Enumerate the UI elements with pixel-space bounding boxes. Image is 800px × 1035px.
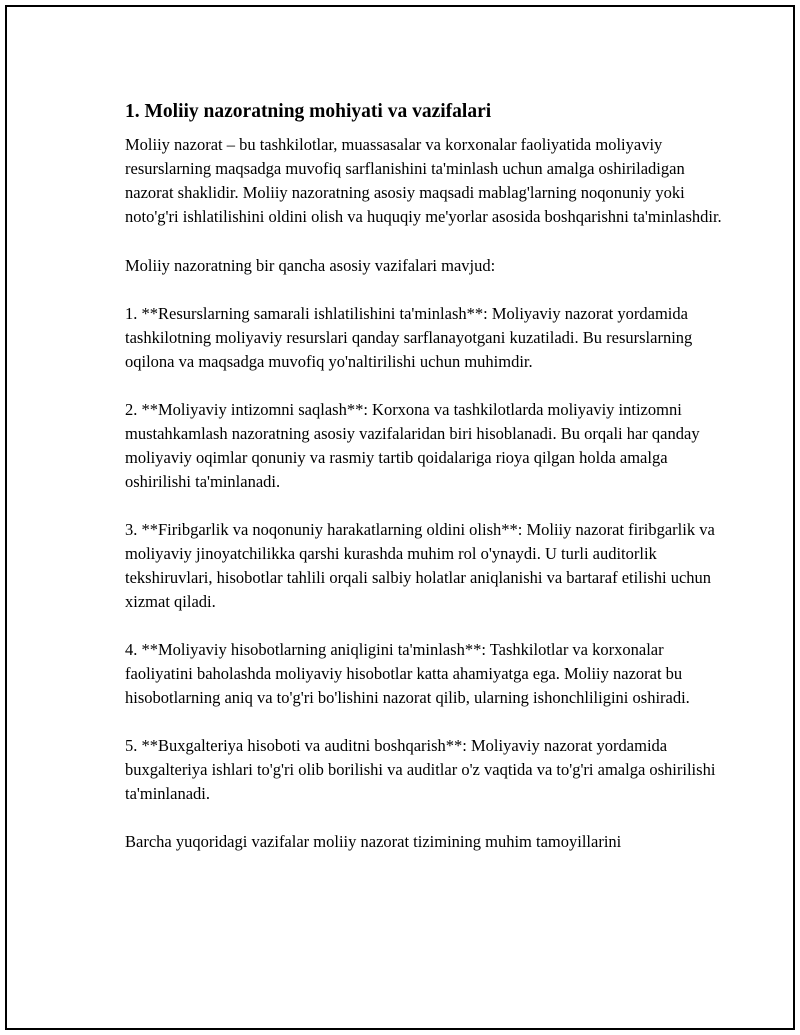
list-item-1: 1. **Resurslarning samarali ishlatilishini ta'minlash**: Moliyaviy nazorat yordamida tashkilotning moliyaviy resurslari qanday sarflanayotgani kuzatiladi. Bu resurslarning oqilona va maqsadga muvofiq yo'naltirilishi uchun muhimdir. <box>125 304 693 371</box>
page-frame <box>5 5 795 1030</box>
list-item-5: 5. **Buxgalteriya hisoboti va auditni boshqarish**: Moliyaviy nazorat yordamida buxgalteriya ishlari to'g'ri olib borilishi va auditlar o'z vaqtida va to'g'ri amalga oshirilishi ta'minlanadi. <box>125 736 716 803</box>
list-item-2: 2. **Moliyaviy intizomni saqlash**: Korxona va tashkilotlarda moliyaviy intizomni mustahkamlash nazoratning asosiy vazifalaridan biri hisoblanadi. Bu orqali har qanday moliyaviy oqimlar qonuniy va rasmiy tartib qoidalariga rioya qilgan holda amalga oshirilishi ta'minlanadi. <box>125 400 700 491</box>
section-title: 1. Moliiy nazoratning mohiyati va vazifalari <box>125 101 492 122</box>
list-intro-paragraph: Moliiy nazoratning bir qancha asosiy vazifalari mavjud: <box>125 256 496 275</box>
intro-paragraph: Moliiy nazorat – bu tashkilotlar, muassasalar va korxonalar faoliyatida moliyaviy resurslarning maqsadga muvofiq sarflanishini ta'minlash uchun amalga oshiriladigan nazorat shaklidir. Moliiy nazoratning asosiy maqsadi mablag'larning noqonuniy yoki noto'g'ri ishlatilishini oldini olish va huquqiy me'yorlar asosida boshqarishni ta'minlashdir. <box>125 135 722 226</box>
list-item-4: 4. **Moliyaviy hisobotlarning aniqligini ta'minlash**: Tashkilotlar va korxonalar faoliyatini baholashda moliyaviy hisobotlar katta ahamiyatga ega. Moliiy nazorat bu hisobotlarning aniq va to'g'ri bo'lishini nazorat qilib, ularning ishonchliligini oshiradi. <box>125 640 690 707</box>
list-item-3: 3. **Firibgarlik va noqonuniy harakatlarning oldini olish**: Moliiy nazorat firibgarlik va moliyaviy jinoyatchilikka qarshi kurashda muhim rol o'ynaydi. U turli auditorlik tekshiruvlari, hisobotlar tahlili orqali salbiy holatlar aniqlanishi va bartaraf etilishi uchun xizmat qiladi. <box>125 520 715 611</box>
closing-paragraph: Barcha yuqoridagi vazifalar moliiy nazorat tizimining muhim tamoyillarini <box>125 832 622 851</box>
document-body <box>125 99 725 854</box>
